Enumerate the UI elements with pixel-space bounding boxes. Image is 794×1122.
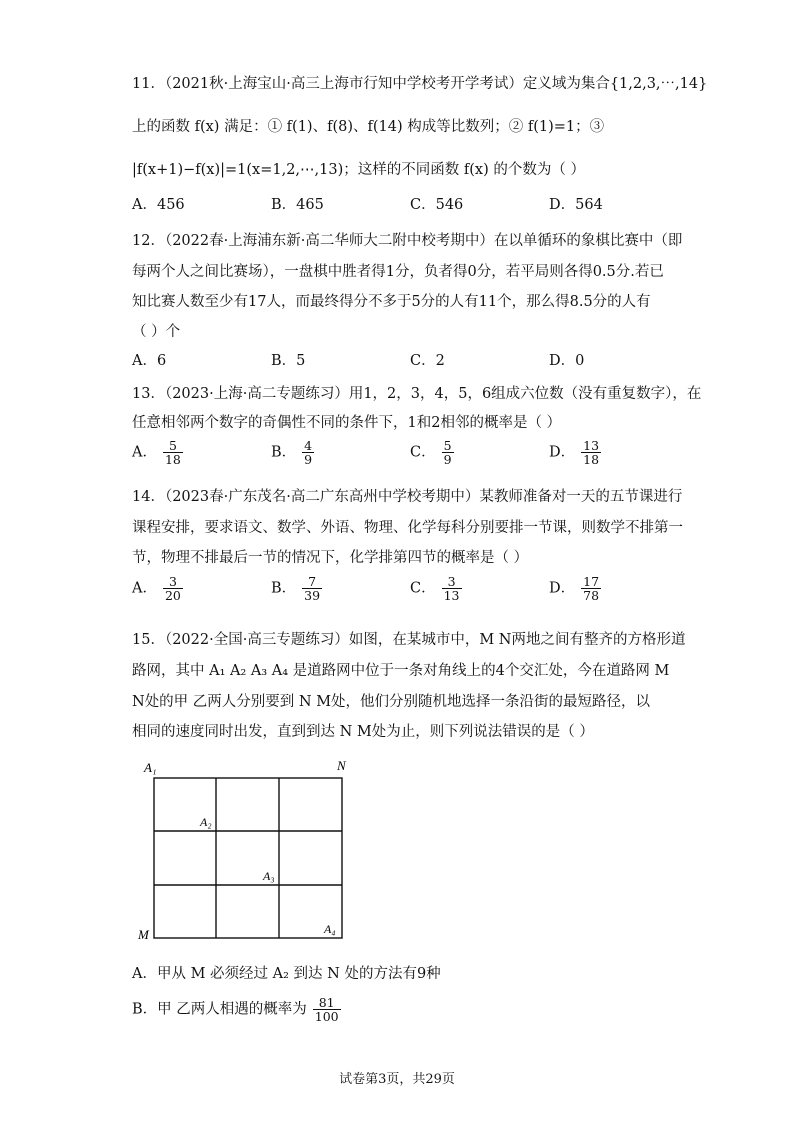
- label-a4: A₄: [324, 922, 336, 936]
- q12-line4: （ ）个: [132, 324, 181, 340]
- q12-option-b: B．5: [271, 353, 306, 369]
- q14-option-d: D． $\frac{17}{78}$: [549, 574, 600, 604]
- q15-line4: 相同的速度同时出发，直到到达 N M处为止，则下列说法错误的是（ ）: [132, 724, 594, 740]
- label-n: N: [337, 758, 346, 773]
- q15-line2: 路网，其中 A₁ A₂ A₃ A₄ 是道路网中位于一条对角线上的4个交汇处，今在道路网 M: [132, 663, 670, 679]
- q11-option-d: D．564: [549, 197, 603, 213]
- page-footer: 试卷第3页，共29页: [339, 1072, 455, 1087]
- q15-line1: 15．（2022·全国·高三专题练习）如图，在某城市中，M N两地之间有整齐的方格形道: [132, 632, 686, 648]
- q11-option-c: C．546: [410, 197, 464, 213]
- q15-option-b: B．甲 乙两人相遇的概率为 $\frac{81}{100}$: [132, 995, 339, 1025]
- q14-option-b: B． $\frac{7}{39}$: [271, 574, 321, 604]
- label-a1: A₁: [144, 760, 157, 775]
- q12-option-a: A．6: [132, 353, 167, 369]
- label-a3: A₃: [263, 869, 275, 883]
- label-m: M: [138, 927, 149, 942]
- q13-option-a: A． $\frac{5}{18}$: [132, 438, 181, 468]
- q13-option-b: B． $\frac{4}{9}$: [271, 438, 313, 468]
- q14-option-c: C． $\frac{3}{13}$: [410, 574, 460, 604]
- q11-line1: 11．（2021秋·上海宝山·高三上海市行知中学校考开学考试）定义域为集合{1,2,3,⋯,14}: [132, 76, 708, 92]
- q13-line2: 任意相邻两个数字的奇偶性不同的条件下，1和2相邻的概率是（ ）: [132, 415, 562, 431]
- q14-option-a: A． $\frac{3}{20}$: [132, 574, 181, 604]
- q15-option-a: A．甲从 M 必须经过 A₂ 到达 N 处的方法有9种: [132, 966, 441, 982]
- q13-option-c: C． $\frac{5}{9}$: [410, 438, 452, 468]
- q11-line3: |f(x+1)−f(x)|=1(x=1,2,⋯,13)；这样的不同函数 f(x) 的个数为（ ）: [132, 162, 585, 178]
- q11-option-b: B．465: [271, 197, 324, 213]
- grid-lines: [154, 778, 342, 938]
- q12-option-c: C．2: [410, 353, 445, 369]
- q12-option-d: D．0: [549, 353, 585, 369]
- q12-line1: 12．（2022春·上海浦东新·高二华师大二附中校考期中）在以单循环的象棋比赛中（即: [132, 233, 683, 249]
- q12-line2: 每两个人之间比赛场），一盘棋中胜者得1分，负者得0分，若平局则各得0.5分.若已: [132, 264, 664, 280]
- q11-line2: 上的函数 f(x) 满足：① f(1)、f(8)、f(14) 构成等比数列；② f(1)=1；③: [132, 119, 605, 135]
- label-a2: A₂: [200, 815, 212, 829]
- q14-line1: 14．（2023春·广东茂名·高二广东高州中学校考期中）某教师准备对一天的五节课进行: [132, 489, 683, 505]
- q14-line3: 节，物理不排最后一节的情况下，化学排第四节的概率是（ ）: [132, 550, 529, 566]
- q13-line1: 13．（2023·上海·高二专题练习）用1，2，3，4，5，6组成六位数（没有重复数字），在: [132, 386, 702, 402]
- q15-line3: N处的甲 乙两人分别要到 N M处，他们分别随机地选择一条沿街的最短路径，以: [132, 694, 651, 710]
- q13-option-d: D． $\frac{13}{18}$: [549, 438, 600, 468]
- q14-line2: 课程安排，要求语文、数学、外语、物理、化学每科分别要排一节课，则数学不排第一: [132, 520, 683, 536]
- grid-figure: [130, 752, 360, 947]
- q12-line3: 知比赛人数至少有17人，而最终得分不多于5分的人有11个，那么得8.5分的人有: [132, 294, 651, 310]
- q11-option-a: A．456: [132, 197, 185, 213]
